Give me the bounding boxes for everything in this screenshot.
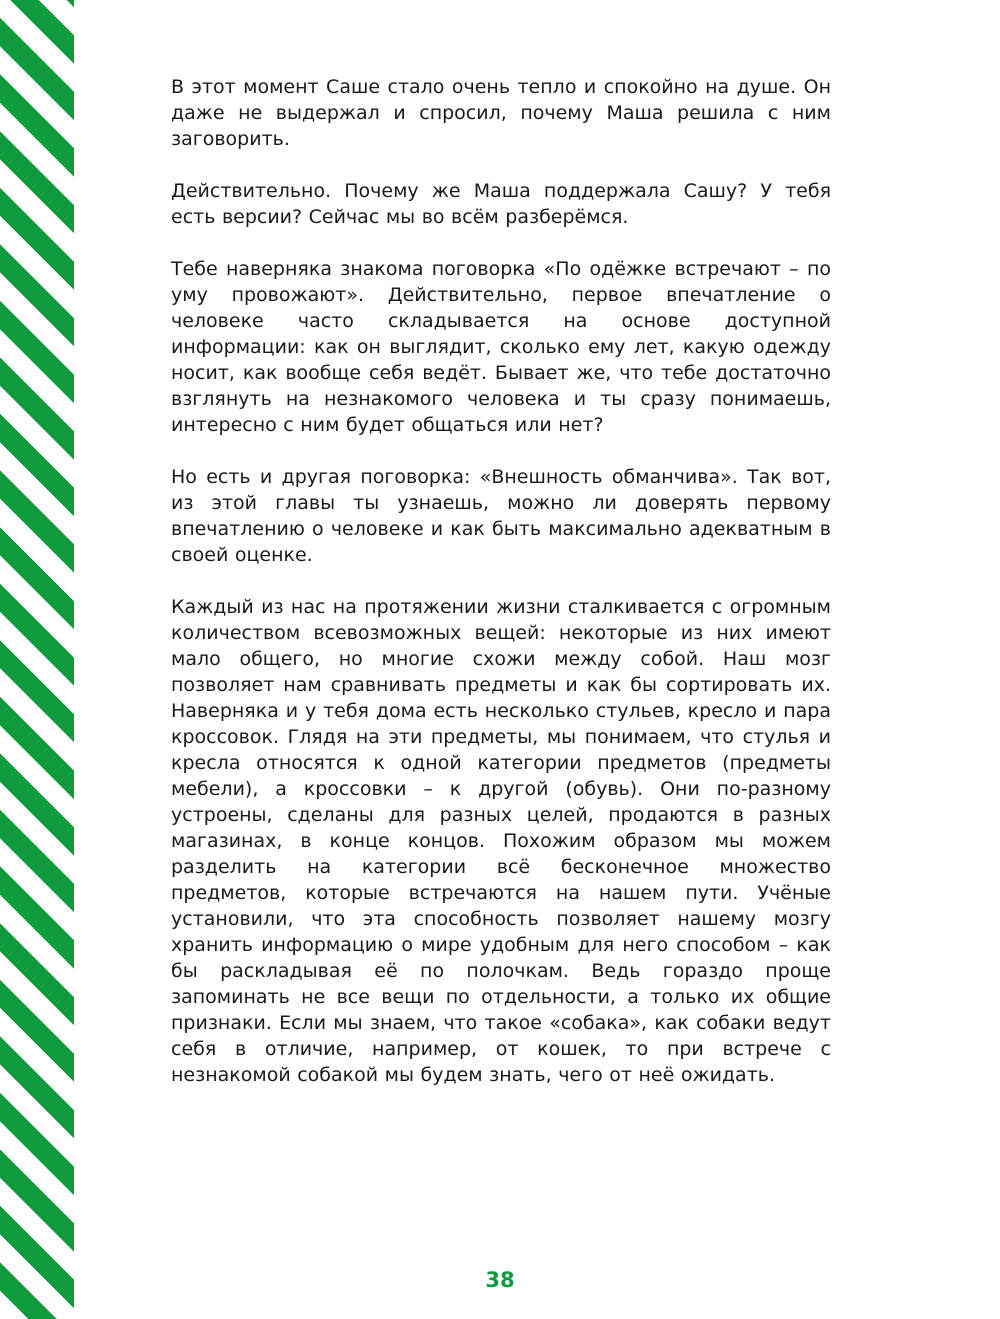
page-body <box>171 74 831 1114</box>
paragraph-1: В этот момент Саше стало очень тепло и спокойно на душе. Он даже не выдержал и спросил, почему Маша решила с ним заговорить. <box>171 76 831 150</box>
decorative-stripe-border <box>0 0 74 1319</box>
paragraph-2: Действительно. Почему же Маша поддержала Сашу? У тебя есть версии? Сейчас мы во всём разберёмся. <box>171 180 831 228</box>
page-number: 38 <box>485 1268 515 1292</box>
paragraph-5: Каждый из нас на протяжении жизни сталкивается с огромным количеством всевозможных вещей: некоторые из них имеют мало общего, но многие схожи между собой. Наш мозг позволяет нам сравнивать предметы и как бы сортировать их. Наверняка и у тебя дома есть несколько стульев, кресло и пара кроссовок. Глядя на эти предметы, мы понимаем, что стулья и кресла относятся к одной категории предметов (предметы мебели), а кроссовки – к другой (обувь). Они по-разному устроены, сделаны для разных целей, продаются в разных магазинах, в конце концов. Похожим образом мы можем разделить на категории всё бесконечное множество предметов, которые встречаются на нашем пути. Учёные установили, что эта способность позволяет нашему мозгу хранить информацию о мире удобным для него способом – как бы раскладывая её по полочкам. Ведь гораздо проще запоминать не все вещи по отдельности, а только их общие признаки. Если мы знаем, что такое «собака», как собаки ведут себя в отличие, например, от кошек, то при встрече с незнакомой собакой мы будем знать, чего от неё ожидать. <box>171 596 831 1086</box>
paragraph-4: Но есть и другая поговорка: «Внешность обманчива». Так вот, из этой главы ты узнаешь, можно ли доверять первому впечатлению о человеке и как быть максимально адекватным в своей оценке. <box>171 466 831 566</box>
paragraph-3: Тебе наверняка знакома поговорка «По одёжке встречают – по уму провожают». Действительно, первое впечатление о человеке часто складывается на основе доступной информации: как он выглядит, сколько ему лет, какую одежду носит, как вообще себя ведёт. Бывает же, что тебе достаточно взглянуть на незнакомого человека и ты сразу понимаешь, интересно с ним будет общаться или нет? <box>171 258 831 436</box>
